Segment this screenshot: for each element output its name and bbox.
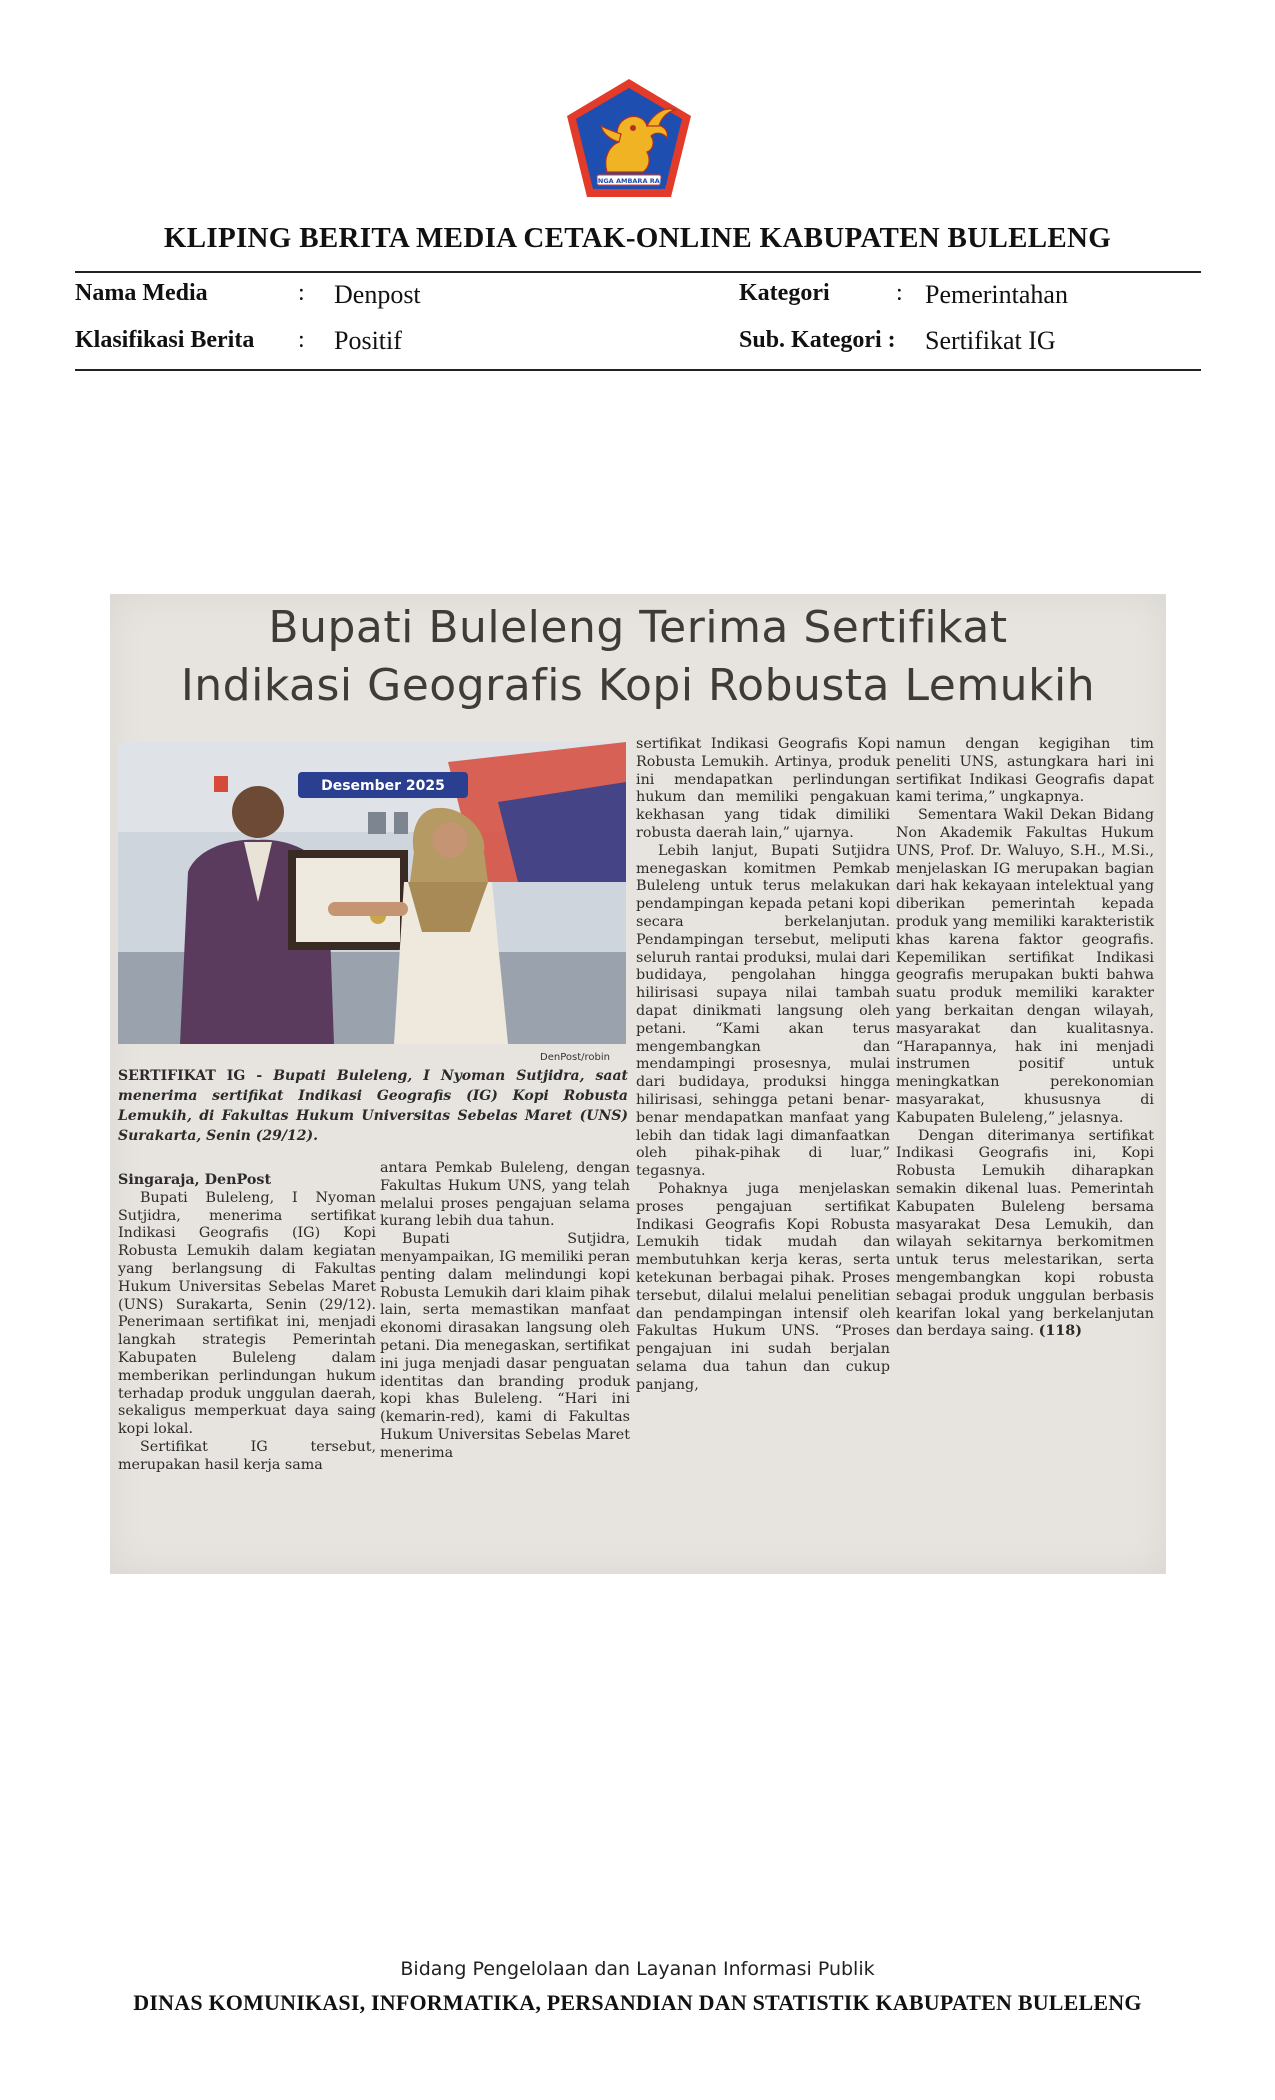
footer-department-name: DINAS KOMUNIKASI, INFORMATIKA, PERSANDIAN DAN STATISTIK KABUPATEN BULELENG	[133, 1990, 1142, 2015]
svg-text:SINGA AMBARA RAJA: SINGA AMBARA RAJA	[590, 177, 668, 185]
article-column-2	[380, 1160, 630, 1463]
category-colon: :	[896, 280, 903, 306]
article-headline-line2: Indikasi Geografis Kopi Robusta Lemukih	[180, 660, 1096, 711]
final-paragraph-text: Dengan diterimanya sertifikat Indikasi Geografis ini, Kopi Robusta Lemukih diharapkan semakin dikenal luas. Pemerintah Kabupaten Buleleng bersama masyarakat Desa Lemukih, dan wilayah sekitarnya berkomitmen untuk terus melestarikan, serta mengembangkan kopi robusta sebagai produk unggulan berbasis kearifan lokal yang berkelanjutan dan berdaya saing.	[896, 1127, 1154, 1340]
header-divider-top	[75, 271, 1201, 273]
subcategory-label: Sub. Kategori :	[739, 327, 896, 353]
article-closing-code: (118)	[1038, 1323, 1082, 1340]
media-name-colon: :	[298, 280, 305, 306]
photo-credit: DenPost/robin	[540, 1052, 610, 1063]
caption-label: SERTIFIKAT IG -	[118, 1068, 274, 1084]
photo-caption	[118, 1066, 628, 1146]
newspaper-clipping	[110, 594, 1166, 1574]
subcategory-value: Sertifikat IG	[925, 326, 1056, 355]
media-name-value: Denpost	[334, 280, 421, 309]
category-label: Kategori	[739, 280, 830, 306]
article-photo	[118, 742, 626, 1044]
article-column-1	[118, 1172, 376, 1475]
article-paragraph: Sertifikat IG tersebut, merupakan hasil kerja sama	[118, 1438, 376, 1473]
article-paragraph: Pohaknya juga menjelaskan proses pengajuan sertifikat Indikasi Geografis Kopi Robusta Lemukih tidak mudah dan membutuhkan kerja keras, serta ketekunan berbagai pihak. Proses tersebut, dilalui melalui penelitian dan pendampingan intensif oleh Fakultas Hukum UNS. “Proses pengajuan ini sudah berjalan selama dua tahun dan cukup panjang,	[636, 1180, 890, 1393]
photo-banner-date: Desember 2025	[321, 778, 445, 794]
article-column-3	[636, 736, 890, 1394]
article-paragraph: Lebih lanjut, Bupati Sutjidra menegaskan komitmen Pemkab Buleleng untuk terus melakukan pendampingan kepada petani kopi secara berkelanjutan. Pendampingan tersebut, meliputi seluruh rantai produksi, mulai dari budidaya, pengolahan hingga hilirisasi supaya nilai tambah dapat dinikmati langsung oleh petani. “Kami akan terus mengembangkan dan mendampingi prosesnya, mulai dari budidaya, produksi hingga hilirisasi, sehingga petani benar-benar mendapatkan manfaat yang lebih dan tidak lagi dimanfaatkan oleh pihak-pihak di luar,” tegasnya.	[636, 842, 891, 1180]
caption-text: Bupati Buleleng, I Nyoman Sutjidra, saat menerima sertifikat Indikasi Geografis (IG) Kopi Robusta Lemukih, di Fakultas Hukum Universitas Sebelas Maret (UNS) Surakarta, Senin (29/12).	[118, 1068, 628, 1144]
article-paragraph: namun dengan kegigihan tim peneliti UNS, astungkara hari ini sertifikat Indikasi Geografis dapat kami terima,” ungkapnya.	[896, 736, 1154, 806]
article-paragraph: sertifikat Indikasi Geografis Kopi Robusta Lemukih. Artinya, produk ini mendapatkan perlindungan hukum dan memiliki pengakuan kekhasan yang tidak dimiliki robusta daerah lain,” ujarnya.	[636, 736, 890, 841]
category-value: Pemerintahan	[925, 280, 1068, 309]
media-name-label: Nama Media	[75, 280, 208, 306]
article-dateline: Singaraja, DenPost	[118, 1172, 272, 1188]
classification-colon: :	[298, 327, 305, 353]
article-paragraph: antara Pemkab Buleleng, dengan Fakultas Hukum UNS, yang telah melalui proses pengajuan selama kurang lebih dua tahun.	[380, 1160, 630, 1230]
article-paragraph-final	[896, 1128, 1154, 1342]
article-paragraph: Bupati Sutjidra, menyampaikan, IG memiliki peran penting dalam melindungi kopi Robusta Lemukih dari klaim pihak lain, serta memastikan manfaat ekonomi dirasakan langsung oleh petani. Dia menegaskan, sertifikat ini juga menjadi dasar penguatan identitas dan branding produk kopi khas Buleleng. “Hari ini (kemarin-red), kami di Fakultas Hukum Universitas Sebelas Maret menerima	[380, 1231, 630, 1461]
page-title: KLIPING BERITA MEDIA CETAK-ONLINE KABUPATEN BULELENG	[163, 222, 1112, 254]
classification-value: Positif	[334, 326, 402, 355]
article-paragraph: Bupati Buleleng, I Nyoman Sutjidra, menerima sertifikat Indikasi Geografis (IG) Kopi Robusta Lemukih dalam kegiatan yang berlangsung di Fakultas Hukum Universitas Sebelas Maret (UNS) Surakarta, Senin (29/12). Penerimaan sertifikat ini, menjadi langkah strategis Pemerintah Kabupaten Buleleng dalam memberikan perlindungan hukum terhadap produk unggulan daerah, sekaligus memperkuat daya saing kopi lokal.	[118, 1189, 376, 1438]
certificate-handover-photo-icon	[118, 742, 626, 1044]
article-paragraph: Sementara Wakil Dekan Bidang Non Akademik Fakultas Hukum UNS, Prof. Dr. Waluyo, S.H., M.Si., menjelaskan IG merupakan bagian dari hak kekayaan intelektual yang diberikan pemerintah kepada produk yang memiliki karakteristik khas karena faktor geografis. Kepemilikan sertifikat Indikasi geografis merupakan bukti bahwa suatu produk memiliki karakter yang berkaitan dengan wilayah, masyarakat dan kualitasnya. “Harapannya, hak ini menjadi instrumen positif untuk meningkatkan perekonomian masyarakat, khususnya di Kabupaten Buleleng,” jelasnya.	[896, 807, 1154, 1126]
article-column-4	[896, 736, 1154, 1341]
article-headline-line1: Bupati Buleleng Terima Sertifikat	[268, 602, 1008, 653]
singa-ambara-raja-logo-icon	[563, 76, 695, 200]
classification-label: Klasifikasi Berita	[75, 327, 255, 353]
footer-unit-name: Bidang Pengelolaan dan Layanan Informasi Publik	[400, 1958, 875, 1980]
header-divider-bottom	[75, 369, 1201, 371]
